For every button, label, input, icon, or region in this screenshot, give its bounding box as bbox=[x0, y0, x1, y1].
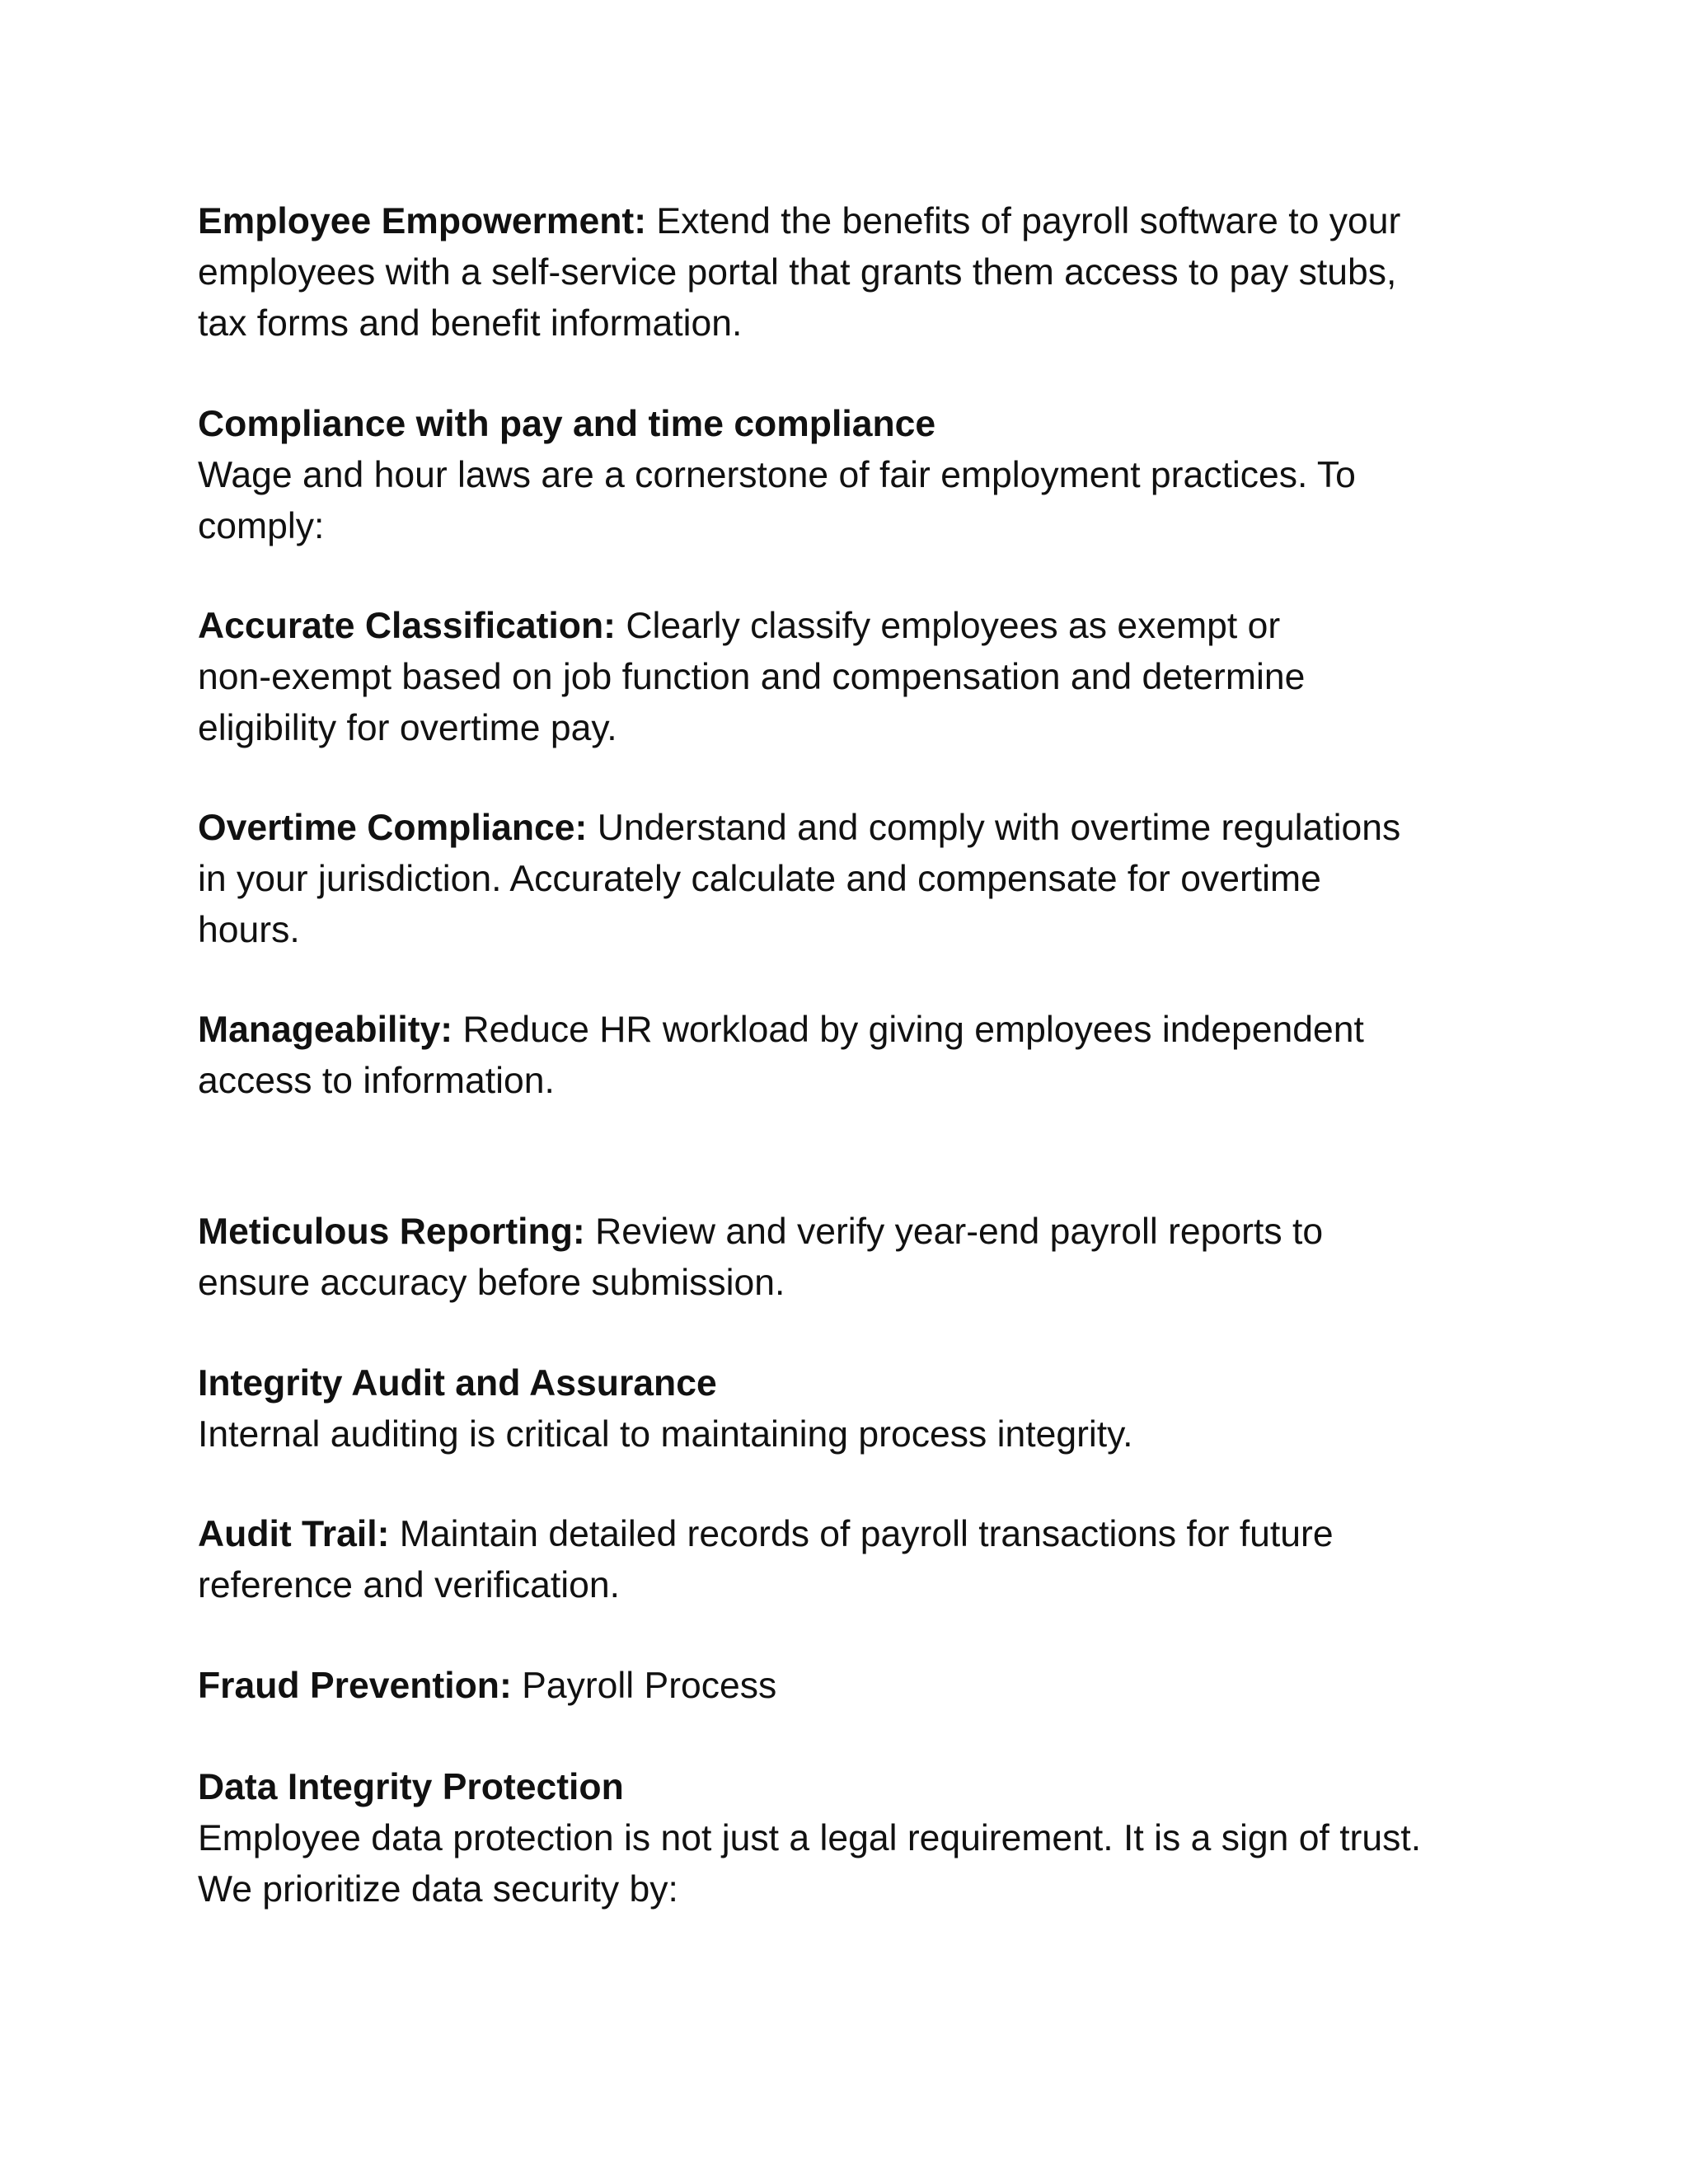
paragraph-line: comply: bbox=[198, 506, 325, 546]
audit-trail-label: Audit Trail: bbox=[198, 1514, 390, 1554]
fraud-prevention-label: Fraud Prevention: bbox=[198, 1666, 512, 1706]
paragraph-line bbox=[198, 601, 1500, 652]
overtime-compliance-label: Overtime Compliance: bbox=[198, 808, 588, 848]
paragraph-text: Review and verify year-end payroll reports to bbox=[584, 1212, 1324, 1252]
employee-empowerment-paragraph bbox=[198, 196, 1500, 349]
employee-empowerment-label: Employee Empowerment: bbox=[198, 201, 647, 241]
paragraph-text: Extend the benefits of payroll software to your bbox=[646, 201, 1401, 241]
paragraph-text: Maintain detailed records of payroll transactions for future bbox=[389, 1514, 1334, 1554]
data-integrity-heading: Data Integrity Protection bbox=[198, 1767, 624, 1807]
paragraph-line bbox=[198, 1509, 1500, 1560]
paragraph-line: hours. bbox=[198, 910, 300, 950]
paragraph-text: Reduce HR workload by giving employees independent bbox=[452, 1010, 1364, 1050]
manageability-label: Manageability: bbox=[198, 1010, 453, 1050]
paragraph-text: Clearly classify employees as exempt or bbox=[615, 606, 1281, 646]
data-integrity-section bbox=[198, 1762, 1500, 1915]
paragraph-line: eligibility for overtime pay. bbox=[198, 708, 617, 748]
paragraph-line: in your jurisdiction. Accurately calculate and compensate for overtime bbox=[198, 859, 1321, 899]
paragraph-line: reference and verification. bbox=[198, 1565, 621, 1605]
accurate-classification-label: Accurate Classification: bbox=[198, 606, 616, 646]
integrity-section bbox=[198, 1358, 1500, 1460]
fraud-prevention-paragraph bbox=[198, 1661, 1500, 1712]
paragraph-line bbox=[198, 1005, 1500, 1056]
paragraph-text: Payroll Process bbox=[511, 1666, 777, 1706]
paragraph-line bbox=[198, 196, 1500, 247]
overtime-compliance-paragraph bbox=[198, 803, 1500, 956]
manageability-paragraph bbox=[198, 1005, 1500, 1107]
paragraph-line: ensure accuracy before submission. bbox=[198, 1263, 785, 1303]
paragraph-line bbox=[198, 1207, 1500, 1258]
audit-trail-paragraph bbox=[198, 1509, 1500, 1611]
paragraph-line: Employee data protection is not just a legal requirement. It is a sign of trust. bbox=[198, 1818, 1422, 1858]
paragraph-line: Wage and hour laws are a cornerstone of fair employment practices. To bbox=[198, 455, 1356, 495]
integrity-heading: Integrity Audit and Assurance bbox=[198, 1363, 717, 1404]
paragraph-line: access to information. bbox=[198, 1061, 555, 1101]
compliance-heading: Compliance with pay and time compliance bbox=[198, 404, 936, 444]
meticulous-reporting-paragraph bbox=[198, 1207, 1500, 1309]
document-page bbox=[198, 0, 1500, 2184]
paragraph-line bbox=[198, 1661, 1500, 1712]
paragraph-text: Understand and comply with overtime regulations bbox=[587, 808, 1401, 848]
meticulous-reporting-label: Meticulous Reporting: bbox=[198, 1212, 585, 1252]
paragraph-line: We prioritize data security by: bbox=[198, 1869, 678, 1910]
paragraph-line: employees with a self-service portal that grants them access to pay stubs, bbox=[198, 252, 1397, 293]
accurate-classification-paragraph bbox=[198, 601, 1500, 754]
compliance-section bbox=[198, 399, 1500, 552]
paragraph-line bbox=[198, 803, 1500, 854]
paragraph-line: Internal auditing is critical to maintaining process integrity. bbox=[198, 1414, 1133, 1455]
paragraph-line: tax forms and benefit information. bbox=[198, 303, 743, 344]
paragraph-line: non-exempt based on job function and compensation and determine bbox=[198, 657, 1306, 697]
